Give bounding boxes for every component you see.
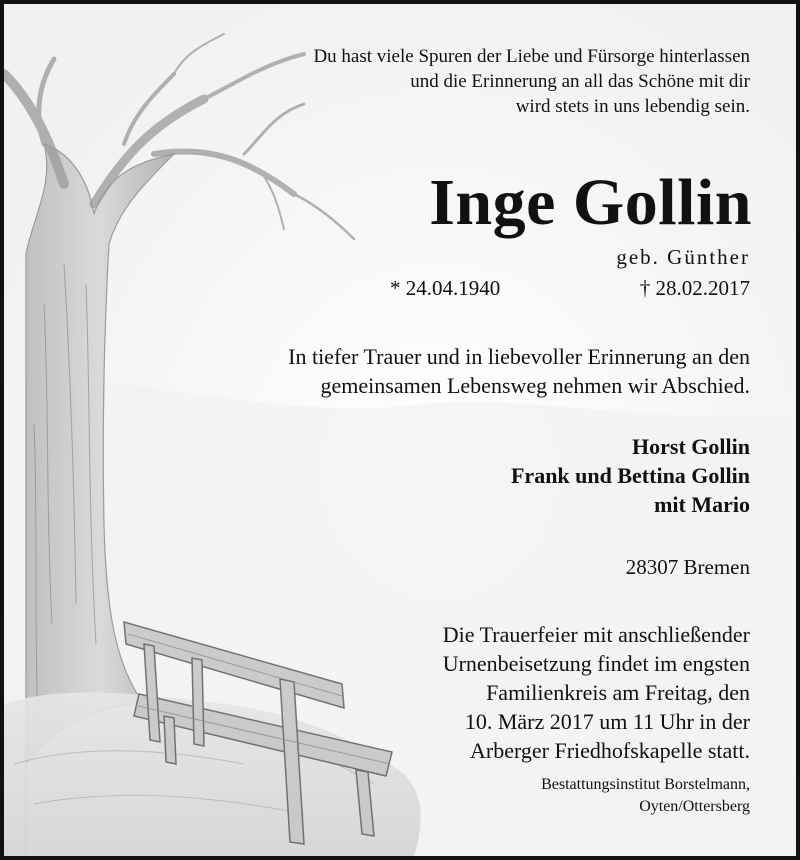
birth-date: * 24.04.1940 xyxy=(390,276,501,300)
ceremony-line: 10. März 2017 um 11 Uhr in der xyxy=(464,709,750,734)
message-line: In tiefer Trauer und in liebevoller Erinnerung an den xyxy=(288,344,750,369)
ceremony-line: Die Trauerfeier mit anschließender xyxy=(442,622,750,647)
farewell-message xyxy=(288,342,750,400)
ceremony-line: Urnenbeisetzung findet im engsten xyxy=(442,651,750,676)
mourner-name: Frank und Bettina Gollin xyxy=(510,463,750,488)
quote-line: wird stets in uns lebendig sein. xyxy=(515,96,750,117)
death-date: † 28.02.2017 xyxy=(639,276,750,300)
mourner-name: mit Mario xyxy=(654,492,750,517)
mourners-list xyxy=(511,432,750,519)
ceremony-line: Arberger Friedhofskapelle statt. xyxy=(469,738,750,763)
quote-line: und die Erinnerung an all das Schöne mit dir xyxy=(410,71,750,92)
birth-name: geb. Günther xyxy=(616,245,750,269)
mourner-name: Horst Gollin xyxy=(632,434,750,459)
funeral-home-location: Oyten/Ottersberg xyxy=(639,798,750,815)
ceremony-details xyxy=(443,620,750,765)
deceased-name: Inge Gollin xyxy=(429,166,752,239)
quote-line: Du hast viele Spuren der Liebe und Fürsorge hinterlassen xyxy=(313,46,750,67)
memorial-quote xyxy=(313,44,750,119)
city-line: 28307 Bremen xyxy=(625,555,750,579)
funeral-home xyxy=(541,774,750,818)
ceremony-line: Familienkreis am Freitag, den xyxy=(486,680,750,705)
message-line: gemeinsamen Lebensweg nehmen wir Abschied. xyxy=(320,373,750,398)
funeral-home-name: Bestattungsinstitut Borstelmann, xyxy=(541,776,750,793)
